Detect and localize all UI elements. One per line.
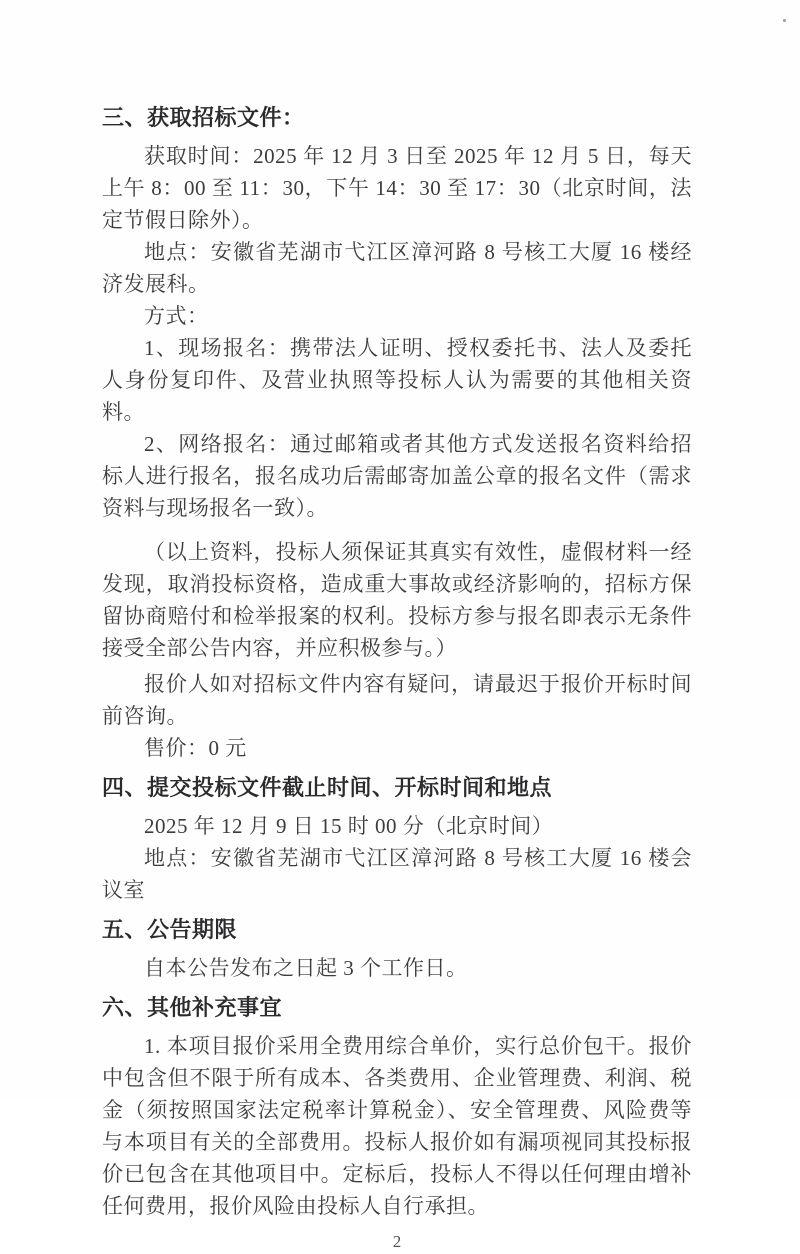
section-submission-deadline — [102, 770, 692, 906]
section-announcement-period — [102, 912, 692, 984]
section-get-tender-documents — [102, 100, 692, 764]
section-heading: 六、其他补充事宜 — [102, 995, 283, 1020]
section-heading: 三、获取招标文件： — [102, 105, 305, 130]
paragraph-pricing-terms: 1. 本项目报价采用全费用综合单价，实行总价包干。报价中包含但不限于所有成本、各类费用、企业管理费、利润、税金（须按照国家法定税率计算税金）、安全管理费、风险费等与本项目有关的全部费用。投标人报价如有漏项视同其投标报价已包含在其他项目中。定标后，投标人不得以任何理由增补任何费用，报价风险由投标人自行承担。 — [102, 1034, 692, 1218]
paragraph-obtain-time: 获取时间：2025 年 12 月 3 日至 2025 年 12 月 5 日，每天上午 8：00 至 11：30，下午 14：30 至 17：30（北京时间，法定节假日除外）。 — [102, 144, 692, 232]
paragraph-method-label: 方式： — [144, 304, 209, 328]
section-heading: 四、提交投标文件截止时间、开标时间和地点 — [102, 775, 553, 800]
paragraph-obtain-location: 地点：安徽省芜湖市弋江区漳河路 8 号核工大厦 16 楼经济发展科。 — [102, 240, 692, 296]
paragraph-materials-disclaimer: （以上资料，投标人须保证其真实有效性，虚假材料一经发现，取消投标资格，造成重大事故或经济影响的，招标方保留协商赔付和检举报案的权利。投标方参与报名即表示无条件接受全部公告内容，并应积极参与。） — [102, 540, 692, 660]
paragraph-onsite-registration: 1、现场报名：携带法人证明、授权委托书、法人及委托人身份复印件、及营业执照等投标人认为需要的其他相关资料。 — [102, 336, 692, 424]
section-heading: 五、公告期限 — [102, 917, 238, 942]
paragraph-online-registration: 2、网络报名：通过邮箱或者其他方式发送报名资料给招标人进行报名，报名成功后需邮寄加盖公章的报名文件（需求资料与现场报名一致）。 — [102, 432, 692, 520]
paragraph-inquiry-note: 报价人如对招标文件内容有疑问，请最迟于报价开标时间前咨询。 — [102, 672, 692, 728]
section-other-supplementary-matters — [102, 990, 692, 1222]
paragraph-deadline-time: 2025 年 12 月 9 日 15 时 00 分（北京时间） — [144, 814, 554, 838]
scan-speck — [783, 19, 786, 22]
page-number: 2 — [392, 1232, 402, 1251]
paragraph-opening-location: 地点：安徽省芜湖市弋江区漳河路 8 号核工大厦 16 楼会议室 — [102, 846, 692, 902]
paragraph-period: 自本公告发布之日起 3 个工作日。 — [144, 956, 468, 980]
paragraph-price: 售价：0 元 — [144, 736, 247, 760]
